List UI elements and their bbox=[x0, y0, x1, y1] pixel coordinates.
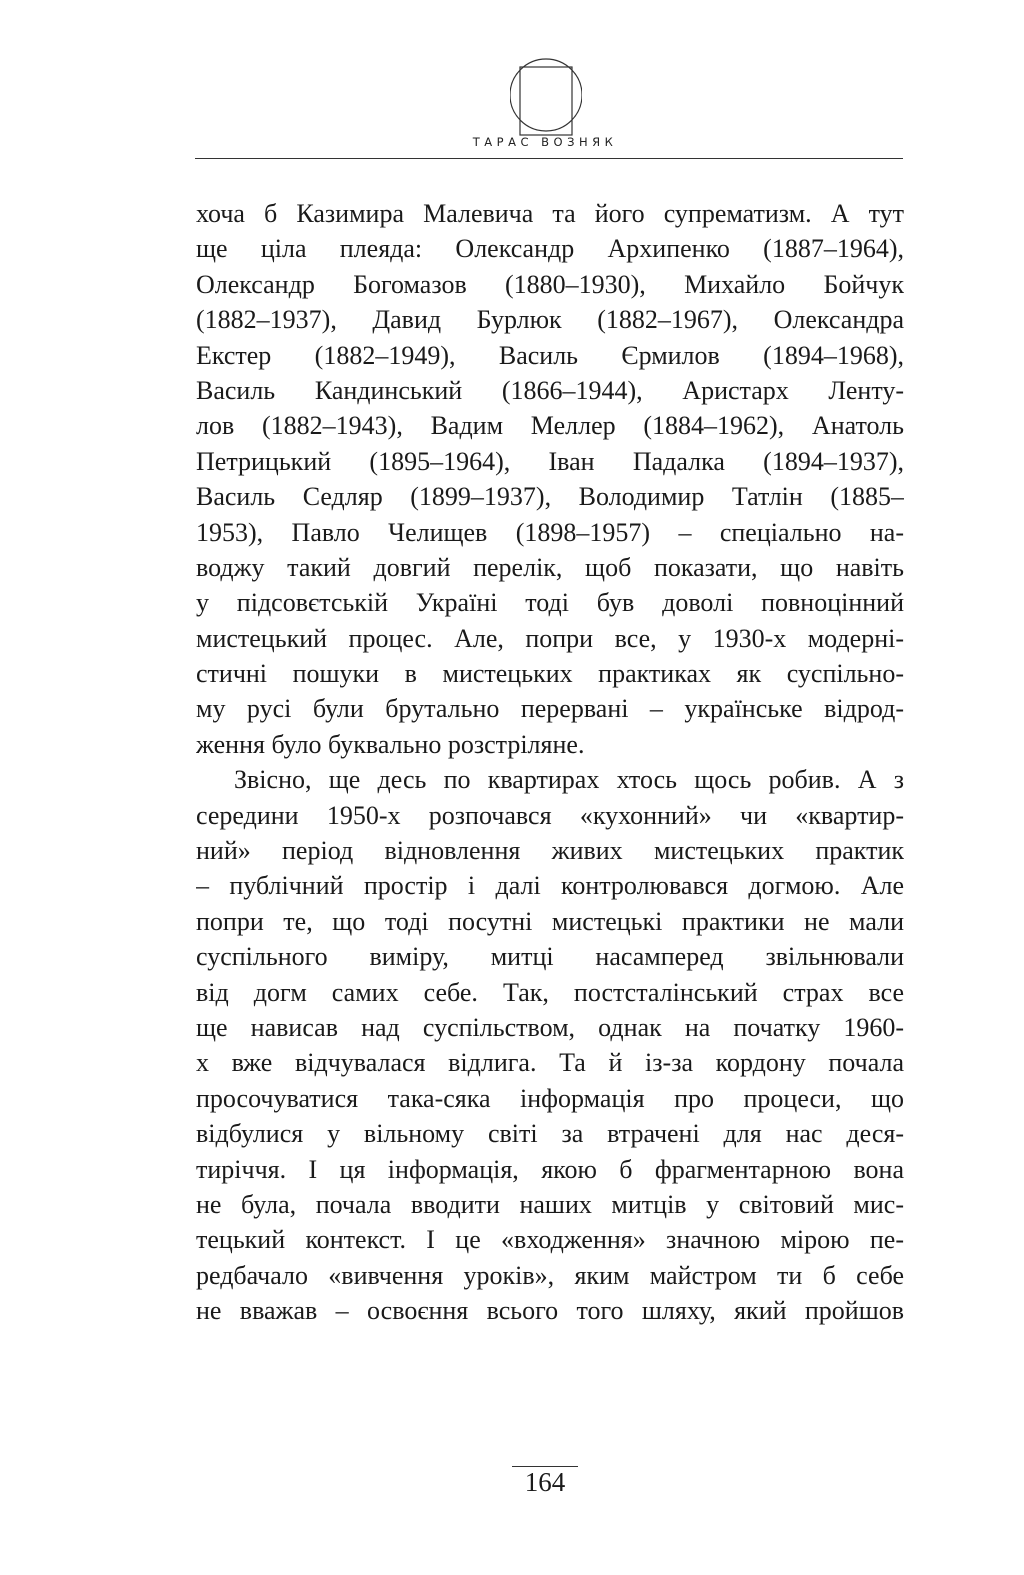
text-line: ще ціла плеяда: Олександр Архипенко (1887–1964), bbox=[196, 234, 904, 264]
text-line: х вже відчувалася відлига. Та й із-за кордону почала bbox=[196, 1048, 904, 1078]
text-line: ний» період відновлення живих мистецьких практик bbox=[196, 836, 904, 866]
paragraph bbox=[196, 762, 904, 1328]
text-line: суспільного виміру, митці насамперед звільнювали bbox=[196, 942, 904, 972]
text-line: му русі були брутально перервані – українське відрод- bbox=[196, 694, 904, 724]
text-line: Звісно, ще десь по квартирах хтось щось робив. А з bbox=[234, 765, 904, 795]
text-line: хоча б Казимира Малевича та його супрематизм. А тут bbox=[196, 199, 904, 228]
text-line: – публічний простір і далі контролювався догмою. Але bbox=[196, 871, 904, 901]
text-line: ще нависав над суспільством, однак на початку 1960- bbox=[196, 1012, 904, 1042]
text-line: не вважав – освоєння всього того шляху, який пройшов bbox=[196, 1296, 904, 1326]
text-line: не була, почала вводити наших митців у світовий мис- bbox=[196, 1189, 904, 1219]
text-line: тецький контекст. І це «входження» значною мірою пе- bbox=[196, 1225, 904, 1255]
text-line: Олександр Богомазов (1880–1930), Михайло Бойчук bbox=[196, 269, 904, 299]
text-line: воджу такий довгий перелік, щоб показати, що навіть bbox=[196, 552, 904, 582]
running-header-author: ТАРАС ВОЗНЯК bbox=[472, 135, 618, 149]
text-line: лов (1882–1943), Вадим Меллер (1884–1962), Анатоль bbox=[196, 411, 904, 441]
text-line: редбачало «вивчення уроків», яким майстром ти б себе bbox=[196, 1260, 904, 1290]
text-line: ження було буквально розстріляне. bbox=[196, 729, 585, 759]
text-line: відбулися у вільному світі за втрачені для нас деся- bbox=[196, 1119, 904, 1149]
text-line: мистецький процес. Але, попри все, у 1930-х модерні- bbox=[196, 623, 904, 653]
text-line: просочуватися така-сяка інформація про процеси, що bbox=[196, 1083, 904, 1113]
text-line: Петрицький (1895–1964), Іван Падалка (1894–1937), bbox=[196, 446, 904, 476]
text-line: (1882–1937), Давид Бурлюк (1882–1967), Олександра bbox=[196, 305, 904, 335]
text-line: Василь Седляр (1899–1937), Володимир Татлін (1885– bbox=[196, 482, 904, 512]
paragraph bbox=[196, 196, 904, 762]
header-rule bbox=[195, 158, 903, 159]
text-line: від догм самих себе. Так, постсталінський страх все bbox=[196, 977, 904, 1007]
text-line: 1953), Павло Челищев (1898–1957) – спеціально на- bbox=[196, 517, 904, 547]
body-text bbox=[196, 196, 904, 1329]
text-line: стичні пошуки в мистецьких практиках як суспільно- bbox=[196, 659, 904, 689]
text-line: середини 1950-х розпочався «кухонний» чи «квартир- bbox=[196, 800, 904, 830]
text-line: Василь Кандинський (1866–1944), Аристарх Ленту- bbox=[196, 375, 904, 405]
text-line: Екстер (1882–1949), Василь Єрмилов (1894–1968), bbox=[196, 340, 904, 370]
text-line: тиріччя. І ця інформація, якою б фрагментарною вона bbox=[196, 1154, 904, 1184]
circle-square-logo-icon bbox=[510, 48, 582, 136]
text-line: попри те, що тоді посутні мистецькі практики не мали bbox=[196, 906, 904, 936]
text-line: у підсовєтській Україні тоді був доволі повноцінний bbox=[196, 588, 904, 618]
page-number: 164 bbox=[524, 1467, 566, 1497]
